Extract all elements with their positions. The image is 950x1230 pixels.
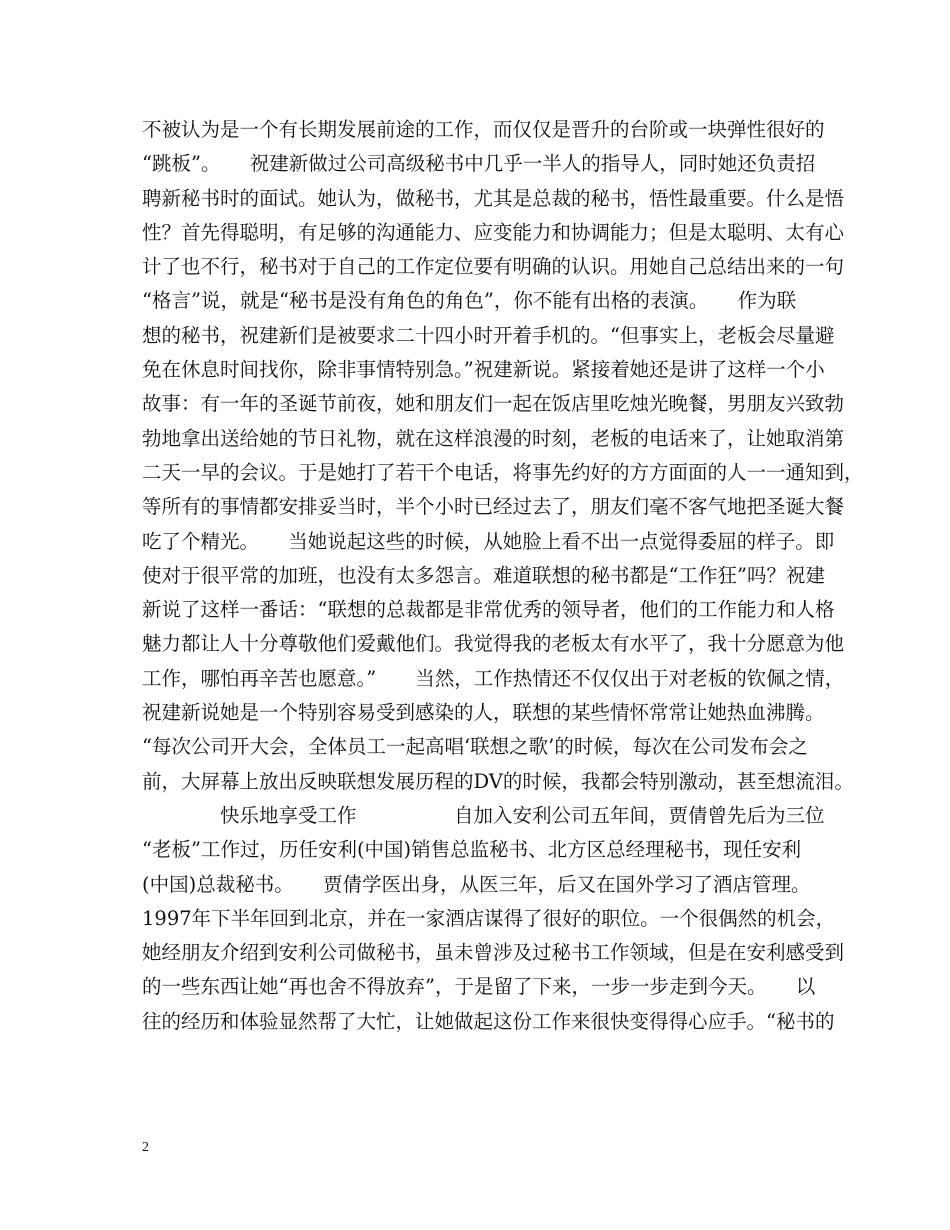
text-line: 等所有的事情都安排妥当时，半个小时已经过去了，朋友们毫不客气地把圣诞大餐 — [142, 495, 845, 519]
text-line: 使对于很平常的加班，也没有太多怨言。难道联想的秘书都是“工作狂”吗？祝建 — [142, 563, 825, 587]
section-heading-line: 快乐地享受工作 自加入安利公司五年间，贾倩曾先后为三位 — [142, 803, 825, 827]
text-line: 1997年下半年回到北京，并在一家酒店谋得了很好的职位。一个很偶然的机会， — [142, 906, 836, 930]
text-line: (中国)总裁秘书。 贾倩学医出身，从医三年，后又在国外学习了酒店管理。 — [142, 872, 811, 896]
text-line: 的一些东西让她“再也舍不得放弃”，于是留了下来，一步一步走到今天。 以 — [142, 975, 816, 999]
text-line: “每次公司开大会，全体员工一起高唱‘联想之歌’的时候，每次在公司发布会之 — [142, 735, 808, 759]
page-number: 2 — [142, 1140, 149, 1155]
text-line: 新说了这样一番话：“联想的总裁都是非常优秀的领导者，他们的工作能力和人格 — [142, 598, 835, 622]
text-line: 故事：有一年的圣诞节前夜，她和朋友们一起在饭店里吃烛光晚餐，男朋友兴致勃 — [142, 392, 845, 416]
text-line: 免在休息时间找你，除非事情特别急。”祝建新说。紧接着她还是讲了这样一个小 — [142, 358, 825, 382]
text-line: 性？首先得聪明，有足够的沟通能力、应变能力和协调能力；但是太聪明、太有心 — [142, 220, 845, 244]
text-line: 祝建新说她是一个特别容易受到感染的人，联想的某些情怀常常让她热血沸腾。 — [142, 701, 825, 725]
body-text — [142, 113, 864, 1039]
text-line: 想的秘书，祝建新们是被要求二十四小时开着手机的。“但事实上，老板会尽量避 — [142, 323, 835, 347]
text-line: “跳板”。 祝建新做过公司高级秘书中几乎一半人的指导人，同时她还负责招 — [142, 152, 816, 176]
text-line: 吃了个精光。 当她说起这些的时候，从她脸上看不出一点觉得委屈的样子。即 — [142, 529, 835, 553]
text-line: 二天一早的会议。于是她打了若干个电话，将事先约好的方方面面的人一一通知到， — [142, 460, 864, 484]
text-line: 前，大屏幕上放出反映联想发展历程的DV的时候，我都会特别激动，甚至想流泪。 — [142, 769, 854, 793]
text-line: 聘新秘书时的面试。她认为，做秘书，尤其是总裁的秘书，悟性最重要。什么是悟 — [142, 186, 845, 210]
text-line: 工作，哪怕再辛苦也愿意。” 当然，工作热情还不仅仅出于对老板的钦佩之情， — [142, 666, 845, 690]
text-line: 她经朋友介绍到安利公司做秘书，虽未曾涉及过秘书工作领域，但是在安利感受到 — [142, 941, 845, 965]
text-line: “格言”说，就是“秘书是没有角色的角色”，你不能有出格的表演。 作为联 — [142, 289, 797, 313]
text-line: 往的经历和体验显然帮了大忙，让她做起这份工作来很快变得得心应手。“秘书的 — [142, 1009, 835, 1033]
text-line: 不被认为是一个有长期发展前途的工作，而仅仅是晋升的台阶或一块弹性很好的 — [142, 118, 825, 141]
text-line: “老板”工作过，历任安利(中国)销售总监秘书、北方区总经理秘书，现任安利 — [142, 838, 802, 862]
text-line: 魅力都让人十分尊敬他们爱戴他们。我觉得我的老板太有水平了，我十分愿意为他 — [142, 632, 845, 656]
text-line: 勃地拿出送给她的节日礼物，就在这样浪漫的时刻，老板的电话来了，让她取消第 — [142, 426, 845, 450]
text-line: 计了也不行，秘书对于自己的工作定位要有明确的认识。用她自己总结出来的一句 — [142, 255, 845, 279]
